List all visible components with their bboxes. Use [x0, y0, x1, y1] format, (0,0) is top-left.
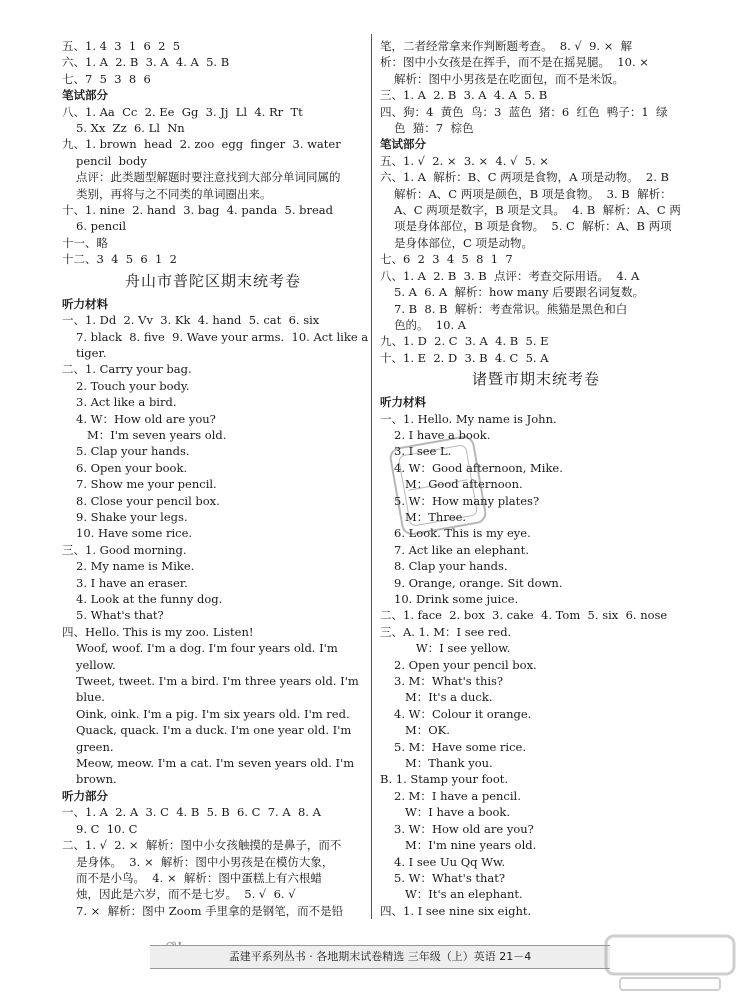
answer-line: 类别，再将与之不同类的单词圈出来。 — [76, 186, 272, 201]
answer-line: 3. I have an eraser. — [76, 575, 188, 590]
answer-line: 二、1. √ 2. × 解析：图中小女孩触摸的是鼻子，而不 — [62, 838, 342, 853]
section-heading: 听力材料 — [380, 395, 426, 410]
answer-line: 5. M：Have some rice. — [394, 739, 527, 754]
answer-line: 是身体。 3. × 解析：图中小男孩是在模仿大象， — [76, 854, 334, 869]
answer-line: Oink, oink. I'm a pig. I'm six years old. I'm red. — [76, 706, 350, 721]
answer-line: 6. pencil — [76, 219, 126, 234]
answer-line: 7. Show me your pencil. — [76, 477, 217, 492]
answer-line: 2. I have a book. — [394, 427, 491, 442]
answer-line: 三、1. Good morning. — [62, 542, 187, 557]
answer-line: 3. I see L. — [394, 444, 452, 459]
answer-line: 7. black 8. five 9. Wave your arms. 10. Act like a — [76, 329, 369, 344]
section-heading: 笔试部分 — [380, 137, 426, 152]
answer-line: 4. W：Colour it orange. — [394, 706, 532, 721]
answer-line: brown. — [76, 772, 117, 787]
answer-line: W：It's an elephant. — [394, 887, 523, 902]
answer-line: 十、1. nine 2. hand 3. bag 4. panda 5. bread — [62, 203, 334, 218]
answer-line: 二、1. face 2. box 3. cake 4. Tom 5. six 6. nose — [380, 608, 668, 623]
answer-line: 五、1. 4 3 1 6 2 5 — [62, 39, 181, 53]
answer-line: 八、1. Aa Cc 2. Ee Gg 3. Jj Ll 4. Rr Tt — [62, 104, 303, 119]
answer-line: 而不是小鸟。 4. × 解析：图中蛋糕上有六根蜡 — [76, 870, 322, 885]
answer-line: 4. W：Good afternoon, Mike. — [394, 460, 563, 475]
answer-line: 8. Close your pencil box. — [76, 493, 220, 508]
section-title: 舟山市普陀区期末统考卷 — [124, 271, 301, 290]
column-divider — [371, 34, 372, 919]
section-heading: 听力部分 — [62, 788, 108, 803]
answer-line: pencil body — [76, 153, 147, 168]
watermark-logo-icon — [600, 930, 740, 995]
answer-line: 四、狗：4 黄色 鸟：3 蓝色 猪：6 红色 鸭子：1 绿 — [380, 104, 668, 119]
answer-line: 4. I see Uu Qq Ww. — [394, 854, 506, 869]
answer-line: W：I see yellow. — [394, 641, 511, 656]
section-heading: 笔试部分 — [62, 88, 108, 103]
answer-line: 3. Act like a bird. — [76, 395, 177, 410]
answer-line: 6. Open your book. — [76, 460, 188, 475]
answer-line: 5. W：What's that? — [394, 870, 506, 885]
answer-line: 5. What's that? — [76, 608, 164, 623]
answer-line: 点评：此类题型解题时要注意找到大部分单词同属的 — [76, 170, 341, 185]
answer-line: 一、1. A 2. A 3. C 4. B 5. B 6. C 7. A 8. A — [62, 805, 321, 820]
answer-line: Tweet, tweet. I'm a bird. I'm three years old. I'm — [76, 674, 359, 689]
answer-line: 九、1. D 2. C 3. A 4. B 5. E — [380, 334, 549, 349]
answer-line: 2. M：I have a pencil. — [394, 788, 521, 803]
answer-line: 解析：图中小男孩是在吃面包，而不是米饭。 — [394, 71, 624, 86]
answer-line: 10. Have some rice. — [76, 526, 193, 541]
answer-line: 析：图中小女孩是在挥手，而不是在摇晃腿。 10. × — [380, 55, 649, 70]
section-heading: 听力材料 — [62, 296, 108, 311]
answer-line: 3. M：What's this? — [394, 674, 504, 689]
answer-line: 一、1. Dd 2. Vv 3. Kk 4. hand 5. cat 6. six — [62, 313, 320, 328]
answer-line: 八、1. A 2. B 3. B 点评：考查交际用语。 4. A — [380, 268, 640, 283]
answer-line: Meow, meow. I'm a cat. I'm seven years old. I'm — [76, 756, 355, 771]
answer-line: 5. W：How many plates? — [394, 493, 540, 508]
answer-line: 一、1. Hello. My name is John. — [380, 411, 557, 426]
answer-line: 2. Touch your body. — [76, 378, 190, 393]
answer-line: 二、1. Carry your bag. — [62, 362, 192, 377]
answer-line: 七、6 2 3 4 5 8 1 7 — [380, 252, 513, 267]
answer-line: 7. × 解析：图中 Zoom 手里拿的是钢笔，而不是铅 — [76, 903, 344, 918]
answer-line: tiger. — [76, 345, 107, 360]
answer-line: W：I have a book. — [394, 805, 511, 820]
answer-line: B. 1. Stamp your foot. — [380, 772, 509, 787]
answer-line: 三、1. A 2. B 3. A 4. A 5. B — [380, 88, 548, 103]
answer-line: 十二、3 4 5 6 1 2 — [62, 252, 177, 267]
answer-line: 色的。 10. A — [394, 317, 467, 332]
answer-line: 项是身体部位，B 项是食物。 5. C 解析：A、B 两项 — [394, 219, 672, 234]
answer-line: 5. Clap your hands. — [76, 444, 190, 459]
answer-line: 5. A 6. A 解析：how many 后要跟名词复数。 — [394, 285, 645, 300]
answer-line: M：I'm nine years old. — [394, 838, 537, 853]
answer-line: green. — [76, 739, 114, 754]
answer-line: 笔，二者经常拿来作判断题考查。 8. √ 9. × 解 — [380, 39, 633, 53]
answer-line: 2. My name is Mike. — [76, 559, 195, 574]
answer-line: 4. W：How old are you? — [76, 411, 216, 426]
answer-line: A、C 两项是数字，B 项是文具。 4. B 解析：A、C 两 — [394, 203, 681, 218]
answer-line: 六、1. A 2. B 3. A 4. A 5. B — [62, 55, 230, 70]
answer-line: 十一、略 — [62, 235, 108, 250]
answer-line: M：It's a duck. — [394, 690, 493, 705]
answer-line: 7. Act like an elephant. — [394, 542, 529, 557]
answer-line: 9. Orange, orange. Sit down. — [394, 575, 563, 590]
answer-line: M：I'm seven years old. — [76, 427, 227, 442]
answer-line: 是身体部位，C 项是动物。 — [394, 235, 533, 250]
answer-line: Woof, woof. I'm a dog. I'm four years old. I'm — [76, 641, 338, 656]
answer-line: 7. B 8. B 解析：考查常识。熊猫是黑色和白 — [394, 301, 628, 316]
page-footer: 孟建平系列丛书 · 各地期末试卷精选 三年级（上）英语 21－4 — [150, 945, 610, 969]
answer-line: 2. Open your pencil box. — [394, 657, 537, 672]
answer-line: M：Good afternoon. — [394, 477, 523, 492]
answer-line: 色 猫：7 棕色 — [394, 121, 474, 136]
answer-line: 10. Drink some juice. — [394, 592, 519, 606]
answer-line: 六、1. A 解析：B、C 两项是食物，A 项是动物。 2. B — [380, 170, 669, 185]
answer-line: 十、1. E 2. D 3. B 4. C 5. A — [380, 350, 549, 365]
answer-line: 烛，因此是六岁，而不是七岁。 5. √ 6. √ — [76, 887, 296, 902]
answer-line: 解析：A、C 两项是颜色，B 项是食物。 3. B 解析： — [394, 186, 672, 201]
section-title: 诸暨市期末统考卷 — [471, 370, 600, 389]
left-column — [62, 38, 369, 919]
answer-line: Quack, quack. I'm a duck. I'm one year old. I'm — [76, 723, 352, 738]
answer-line: M：Thank you. — [394, 756, 493, 771]
answer-line: 三、A. 1. M：I see red. — [380, 624, 512, 639]
answer-line: 5. Xx Zz 6. Ll Nn — [76, 121, 185, 136]
answer-line: 8. Clap your hands. — [394, 559, 508, 574]
answer-line: yellow. — [76, 657, 116, 672]
answer-line: 四、1. I see nine six eight. — [380, 903, 532, 918]
answer-line: 9. C 10. C — [76, 821, 138, 836]
answer-line: 9. Shake your legs. — [76, 509, 188, 524]
stamp-seal-icon — [384, 431, 491, 541]
answer-line: M：OK. — [394, 723, 450, 738]
answer-line: 五、1. √ 2. × 3. × 4. √ 5. × — [380, 153, 549, 168]
answer-line: 3. W：How old are you? — [394, 821, 534, 836]
answer-line: 6. Look. This is my eye. — [394, 526, 531, 541]
answer-line: blue. — [76, 690, 105, 705]
answer-line: M：Three. — [394, 509, 467, 524]
answer-line: 4. Look at the funny dog. — [76, 592, 223, 606]
answer-line: 七、7 5 3 8 6 — [62, 71, 151, 86]
answer-line: 四、Hello. This is my zoo. Listen! — [62, 624, 254, 639]
answer-line: 九、1. brown head 2. zoo egg finger 3. water — [62, 137, 341, 152]
